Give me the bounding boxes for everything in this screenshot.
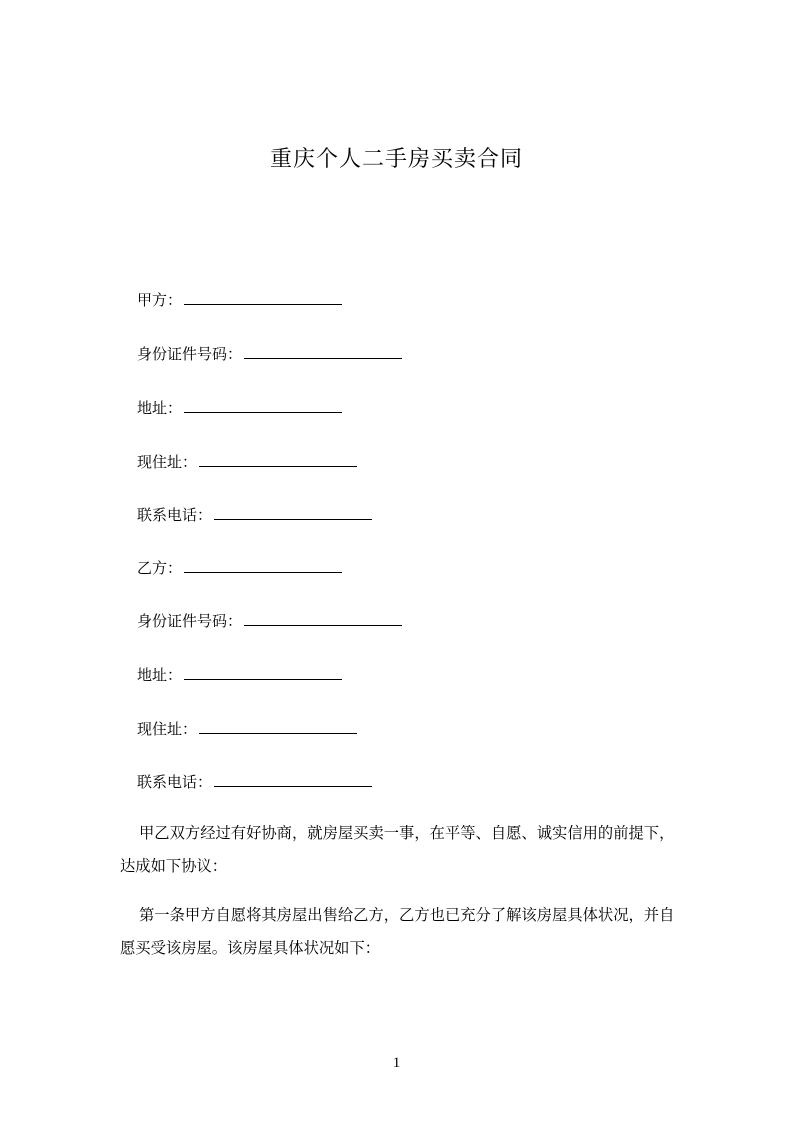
form-field xyxy=(137,344,402,364)
form-field xyxy=(137,505,372,525)
form-field xyxy=(137,290,342,310)
paragraph-line: 愿买受该房屋。该房屋具体状况如下： xyxy=(120,939,381,957)
form-field xyxy=(137,665,342,685)
blank-line xyxy=(214,505,372,520)
form-field xyxy=(137,558,342,578)
field-label: 联系电话： xyxy=(137,506,213,524)
form-field xyxy=(137,398,342,418)
paragraph-line: 第一条甲方自愿将其房屋出售给乙方，乙方也已充分了解该房屋具体状况，并自 xyxy=(139,906,675,924)
page-number: 1 xyxy=(392,1055,401,1071)
field-label: 现住址： xyxy=(137,453,198,471)
paragraph-line: 甲乙双方经过有好协商，就房屋买卖一事，在平等、自愿、诚实信用的前提下， xyxy=(139,824,675,842)
blank-line xyxy=(184,290,342,305)
form-field xyxy=(137,452,357,472)
blank-line xyxy=(184,398,342,413)
form-field xyxy=(137,772,372,792)
blank-line xyxy=(244,344,402,359)
field-label: 身份证件号码： xyxy=(137,612,243,630)
form-field xyxy=(137,719,357,739)
blank-line xyxy=(244,611,402,626)
blank-line xyxy=(214,772,372,787)
field-label: 地址： xyxy=(137,666,183,684)
document-title: 重庆个人二手房买卖合同 xyxy=(269,147,523,172)
field-label: 联系电话： xyxy=(137,773,213,791)
blank-line xyxy=(184,665,342,680)
paragraph-line: 达成如下协议： xyxy=(120,857,228,875)
field-label: 甲方： xyxy=(137,291,183,309)
field-label: 地址： xyxy=(137,399,183,417)
blank-line xyxy=(184,558,342,573)
field-label: 身份证件号码： xyxy=(137,345,243,363)
field-label: 乙方： xyxy=(137,559,183,577)
form-field xyxy=(137,611,402,631)
field-label: 现住址： xyxy=(137,720,198,738)
blank-line xyxy=(199,452,357,467)
blank-line xyxy=(199,719,357,734)
